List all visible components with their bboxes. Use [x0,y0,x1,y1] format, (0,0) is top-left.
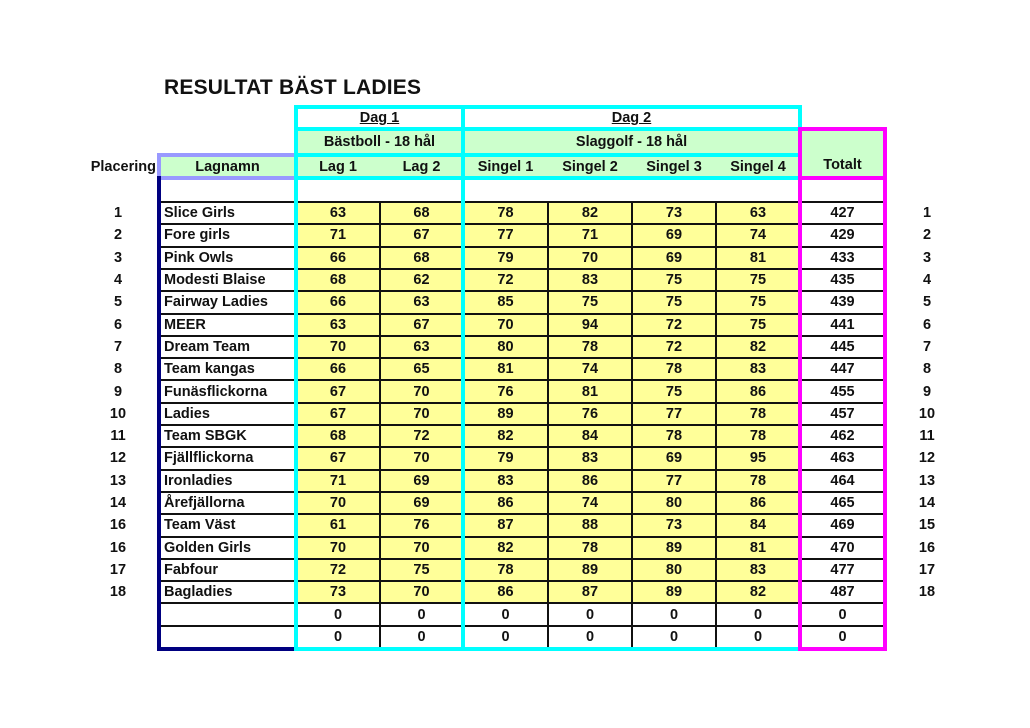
s4-score-cell: 81 [716,247,800,269]
team-name-cell: Team SBGK [164,428,247,445]
s3-score-cell: 69 [632,224,716,246]
s3-score-cell: 73 [632,514,716,536]
rank-cell: 10 [918,405,936,422]
s3-score-cell: 75 [632,269,716,291]
placering-header: Placering [90,158,156,175]
s3-score-cell: 75 [632,291,716,313]
lag2-score-cell: 75 [380,559,463,581]
row-gridline [159,290,885,292]
placering-cell: 3 [113,249,123,266]
placering-cell: 11 [110,428,126,445]
row-gridline [159,513,885,515]
totalt-cell: 0 [838,628,847,645]
rank-cell: 2 [922,227,932,244]
team-name-cell: Team Väst [164,517,236,534]
team-name-cell [159,626,296,648]
s2-score-cell: 76 [548,403,632,425]
s3-score-cell: 77 [632,403,716,425]
row-gridline [159,223,885,225]
placering-cell: 13 [109,472,127,489]
team-name-cell: Fore girls [164,227,231,244]
rank-cell: 7 [922,338,932,355]
s2-score-cell: 74 [548,358,632,380]
rank-cell: 14 [918,495,936,512]
s1-score-cell: 0 [501,606,510,623]
team-name-cell: Bagladies [164,584,233,601]
lag1-score-cell: 66 [296,358,380,380]
team-name-cell: Modesti Blaise [164,272,266,289]
s3-score-cell: 80 [632,559,716,581]
lag1-score-cell: 67 [296,447,380,469]
s1-score-cell: 87 [463,514,548,536]
s3-score-cell: 80 [632,492,716,514]
s2-score-cell: 83 [548,269,632,291]
s4-score-cell: 75 [716,314,800,336]
totalt-cell: 462 [830,428,855,445]
bastboll-header: Bästboll - 18 hål [296,129,463,155]
s1-score-cell: 86 [463,492,548,514]
s3-score-cell: 78 [632,425,716,447]
totalt-cell: 427 [830,205,855,222]
s1-score-cell: 77 [463,224,548,246]
placering-cell: 8 [113,361,123,378]
singel4-header: Singel 4 [716,155,800,178]
s3-score-cell: 0 [669,606,679,623]
s3-score-cell: 89 [632,537,716,559]
totalt-cell: 441 [830,316,855,333]
s2-score-cell: 0 [585,606,595,623]
placering-cell: 4 [113,272,123,289]
placering-cell: 18 [109,584,127,601]
s1-score-cell: 81 [463,358,548,380]
row-gridline [159,357,885,359]
s3-score-cell: 78 [632,358,716,380]
singel1-header: Singel 1 [463,155,548,178]
team-name-cell [159,603,296,625]
rank-cell [900,626,954,648]
singel3-header: Singel 3 [632,155,716,178]
totalt-cell: 433 [830,249,855,266]
rank-cell: 1 [922,205,932,222]
s1-score-cell: 89 [463,403,548,425]
rank-cell: 12 [918,450,936,467]
lag2-score-cell: 76 [380,514,463,536]
s4-score-cell: 86 [716,380,800,402]
s1-score-cell: 72 [463,269,548,291]
team-name-cell: Fjällflickorna [164,450,254,467]
lag1-score-cell: 73 [296,581,380,603]
s1-score-cell: 86 [463,581,548,603]
lag2-score-cell: 0 [417,628,426,645]
s1-score-cell: 78 [463,202,548,224]
s1-score-cell: 80 [463,336,548,358]
s4-score-cell: 75 [716,291,800,313]
totalt-header: Totalt [800,129,885,178]
team-name-cell: Team kangas [164,361,255,378]
lagnamn-header: Lagnamn [159,155,296,178]
placering-cell: 9 [113,383,123,400]
lag2-score-cell: 62 [380,269,463,291]
totalt-cell: 447 [830,361,855,378]
dag2-header: Dag 2 [611,110,652,126]
lag1-score-cell: 67 [296,403,380,425]
team-name-cell: Årefjällorna [164,495,245,512]
s4-score-cell: 74 [716,224,800,246]
totalt-cell: 0 [838,606,847,623]
s3-score-cell: 77 [632,470,716,492]
team-name-cell: Ironladies [164,472,233,489]
totalt-cell: 487 [830,584,855,601]
s4-score-cell: 86 [716,492,800,514]
team-name-cell: Dream Team [164,338,250,355]
s1-score-cell: 85 [463,291,548,313]
rank-cell: 15 [918,517,936,534]
lag2-score-cell: 67 [380,224,463,246]
rank-cell: 18 [918,584,936,601]
lag1-score-cell: 71 [296,224,380,246]
rank-cell: 3 [922,249,932,266]
lag2-header: Lag 2 [380,155,463,178]
placering-cell: 5 [113,294,123,311]
rank-cell: 8 [922,361,932,378]
placering-cell [80,626,156,648]
rank-cell: 9 [922,383,932,400]
row-gridline [159,469,885,471]
lag1-score-cell: 0 [333,606,343,623]
totalt-cell: 463 [830,450,855,467]
singel2-header: Singel 2 [548,155,632,178]
slaggolf-header: Slaggolf - 18 hål [463,129,800,155]
lag1-score-cell: 63 [296,314,380,336]
totalt-cell: 465 [830,495,855,512]
s1-score-cell: 82 [463,425,548,447]
team-name-cell: Ladies [164,405,210,422]
s2-score-cell: 74 [548,492,632,514]
placering-cell: 12 [109,450,127,467]
s1-score-cell: 83 [463,470,548,492]
team-name-cell: Pink Owls [164,249,234,266]
s4-score-cell: 83 [716,358,800,380]
lag2-score-cell: 63 [380,291,463,313]
lag2-score-cell: 70 [380,403,463,425]
s3-score-cell: 69 [632,447,716,469]
row-gridline [159,402,885,404]
totalt-cell: 455 [830,383,855,400]
s4-score-cell: 82 [716,581,800,603]
column-gridline [715,201,717,647]
lag2-score-cell: 72 [380,425,463,447]
lag1-score-cell: 68 [296,425,380,447]
team-name-cell: Funäsflickorna [164,383,268,400]
s2-score-cell: 88 [548,514,632,536]
placering-cell: 1 [113,205,123,222]
lag1-score-cell: 0 [333,628,343,645]
lag1-score-cell: 66 [296,291,380,313]
lag1-score-cell: 70 [296,492,380,514]
s2-score-cell: 87 [548,581,632,603]
column-gridline [379,201,381,647]
placering-cell: 17 [109,561,127,578]
s3-score-cell: 72 [632,314,716,336]
lag2-score-cell: 0 [417,606,426,623]
lag2-score-cell: 67 [380,314,463,336]
totalt-cell: 470 [830,539,855,556]
lag1-score-cell: 61 [296,514,380,536]
row-gridline [159,491,885,493]
row-gridline [159,580,885,582]
row-gridline [159,335,885,337]
totalt-cell: 477 [830,561,855,578]
rank-cell: 4 [922,272,932,289]
lag2-score-cell: 70 [380,581,463,603]
team-name-cell: Golden Girls [164,539,252,556]
s2-score-cell: 83 [548,447,632,469]
totalt-cell: 464 [830,472,855,489]
placering-cell: 10 [109,405,127,422]
lag2-score-cell: 70 [380,537,463,559]
s4-score-cell: 0 [753,628,763,645]
s1-score-cell: 0 [501,628,510,645]
row-gridline [159,379,885,381]
s1-score-cell: 82 [463,537,548,559]
dag1-header: Dag 1 [359,110,400,126]
s2-score-cell: 84 [548,425,632,447]
row-gridline [159,558,885,560]
team-name-cell: Fabfour [164,561,218,578]
lag2-score-cell: 70 [380,380,463,402]
placering-cell: 6 [113,316,123,333]
s2-score-cell: 0 [585,628,595,645]
s2-score-cell: 78 [548,537,632,559]
lag1-score-cell: 71 [296,470,380,492]
page-title: RESULTAT BÄST LADIES [164,76,422,99]
s1-score-cell: 70 [463,314,548,336]
s2-score-cell: 82 [548,202,632,224]
s1-score-cell: 76 [463,380,548,402]
s2-score-cell: 70 [548,247,632,269]
s4-score-cell: 78 [716,470,800,492]
s3-score-cell: 0 [669,628,679,645]
s2-score-cell: 94 [548,314,632,336]
column-gridline [547,201,549,647]
lag1-score-cell: 66 [296,247,380,269]
lag2-score-cell: 69 [380,470,463,492]
s2-score-cell: 71 [548,224,632,246]
row-gridline [159,313,885,315]
placering-cell: 14 [109,495,127,512]
rank-cell: 17 [918,561,936,578]
placering-cell [80,603,156,625]
row-gridline [159,625,885,627]
rank-cell [900,603,954,625]
s1-score-cell: 78 [463,559,548,581]
lag1-score-cell: 63 [296,202,380,224]
rank-cell: 6 [922,316,932,333]
row-gridline [159,602,885,604]
s2-score-cell: 75 [548,291,632,313]
totalt-cell: 445 [830,338,855,355]
lag1-score-cell: 72 [296,559,380,581]
placering-cell: 16 [109,517,127,534]
rank-cell: 16 [918,539,936,556]
lag2-score-cell: 68 [380,202,463,224]
row-gridline [159,424,885,426]
rank-cell: 11 [919,428,935,445]
row-gridline [159,246,885,248]
s4-score-cell: 81 [716,537,800,559]
s4-score-cell: 75 [716,269,800,291]
s2-score-cell: 86 [548,470,632,492]
s3-score-cell: 73 [632,202,716,224]
s4-score-cell: 82 [716,336,800,358]
s4-score-cell: 78 [716,425,800,447]
row-gridline [159,536,885,538]
team-name-cell: Slice Girls [164,205,235,222]
lag1-score-cell: 70 [296,537,380,559]
placering-cell: 2 [113,227,123,244]
row-gridline [159,446,885,448]
s3-score-cell: 89 [632,581,716,603]
s1-score-cell: 79 [463,247,548,269]
lag1-score-cell: 70 [296,336,380,358]
lag2-score-cell: 65 [380,358,463,380]
s2-score-cell: 81 [548,380,632,402]
lag1-score-cell: 68 [296,269,380,291]
rank-cell: 13 [918,472,936,489]
team-name-cell: MEER [164,316,206,333]
row-gridline [159,201,885,203]
rank-cell: 5 [922,294,932,311]
s4-score-cell: 95 [716,447,800,469]
s3-score-cell: 72 [632,336,716,358]
s3-score-cell: 69 [632,247,716,269]
s4-score-cell: 78 [716,403,800,425]
s4-score-cell: 63 [716,202,800,224]
totalt-cell: 435 [830,272,855,289]
lag2-score-cell: 63 [380,336,463,358]
s4-score-cell: 84 [716,514,800,536]
s2-score-cell: 78 [548,336,632,358]
s2-score-cell: 89 [548,559,632,581]
lag2-score-cell: 69 [380,492,463,514]
s4-score-cell: 0 [753,606,763,623]
lag2-score-cell: 68 [380,247,463,269]
lag1-header: Lag 1 [296,155,380,178]
totalt-cell: 439 [830,294,855,311]
totalt-cell: 469 [830,517,855,534]
placering-cell: 16 [109,539,127,556]
team-name-cell: Fairway Ladies [164,294,268,311]
totalt-cell: 457 [830,405,855,422]
s4-score-cell: 83 [716,559,800,581]
row-gridline [159,268,885,270]
lag1-score-cell: 67 [296,380,380,402]
lag2-score-cell: 70 [380,447,463,469]
s1-score-cell: 79 [463,447,548,469]
column-gridline [631,201,633,647]
s3-score-cell: 75 [632,380,716,402]
totalt-cell: 429 [830,227,855,244]
placering-cell: 7 [113,338,123,355]
